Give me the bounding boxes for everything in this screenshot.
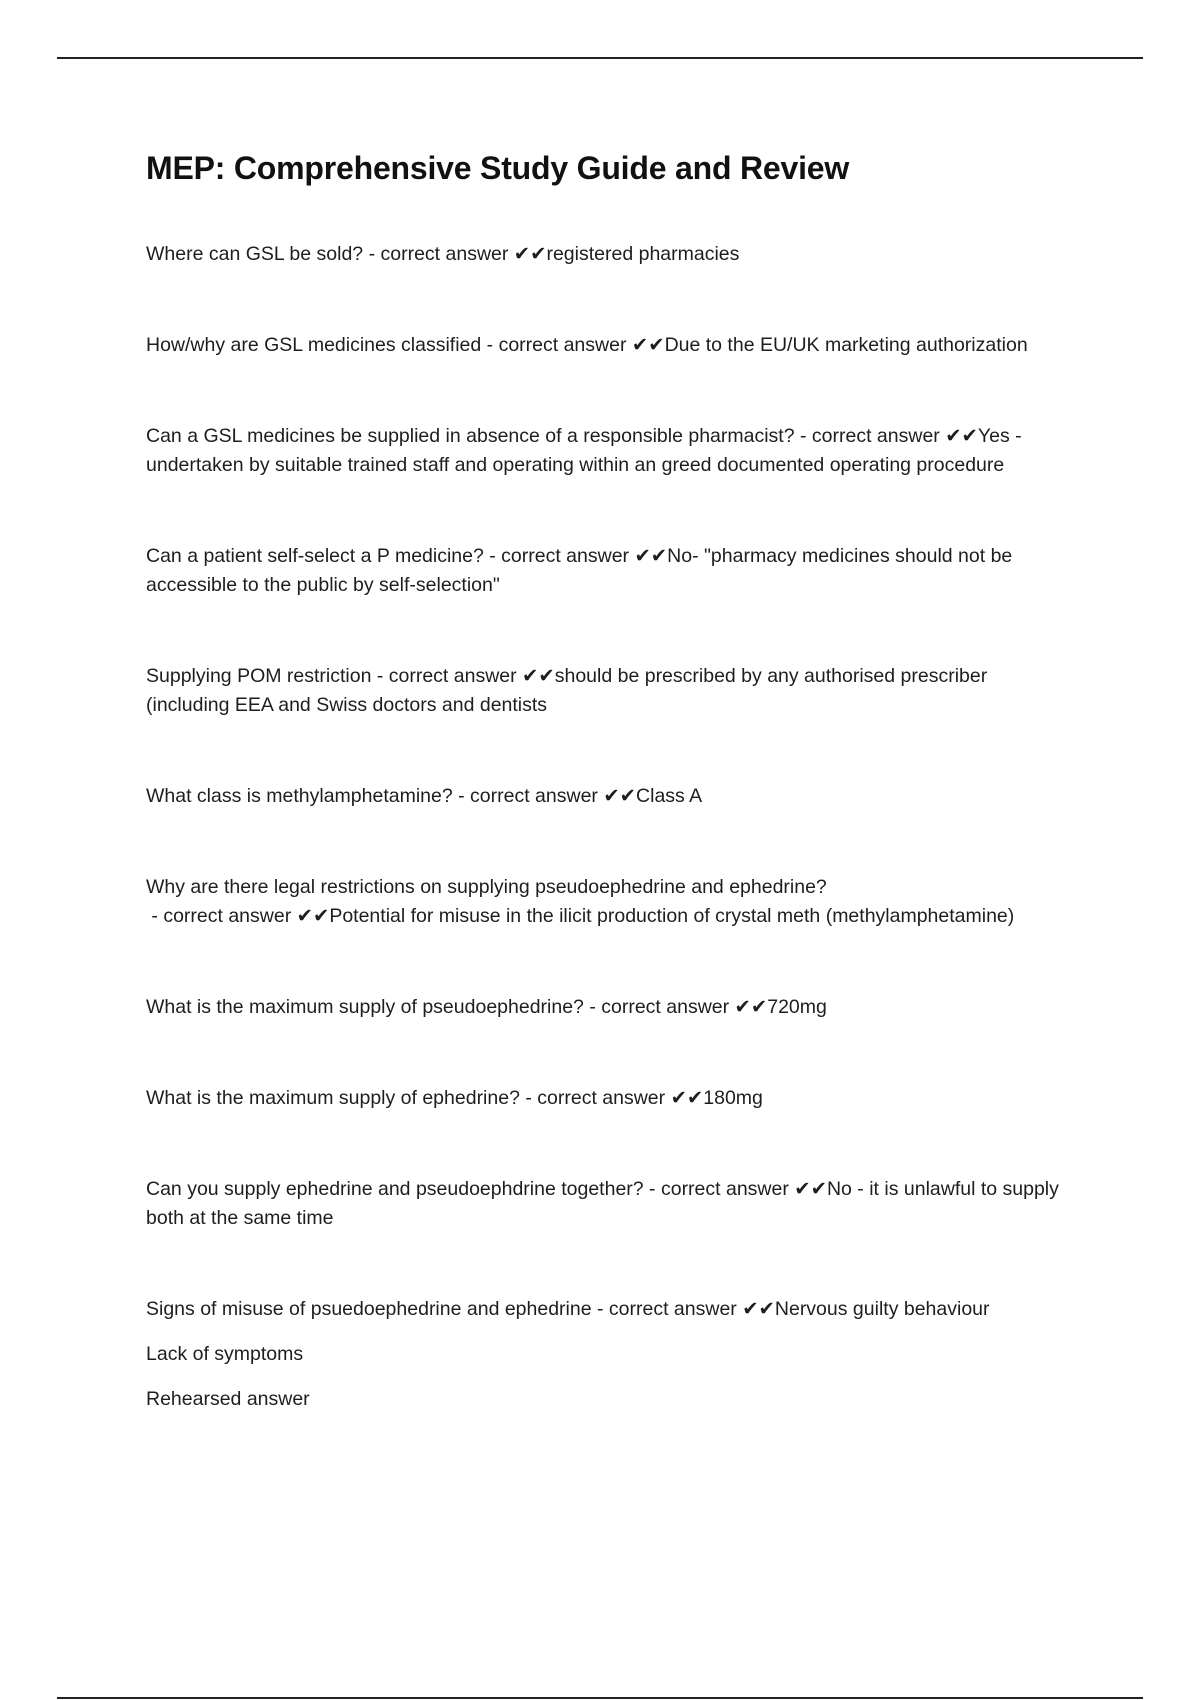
qa-first-line [146,1295,1076,1324]
question-text: What is the maximum supply of ephedrine? [146,1087,520,1109]
answer-separator: - correct answer [146,905,297,927]
answer-text: Nervous guilty behaviour [774,1298,990,1320]
answer-separator: - correct answer [483,545,635,567]
qa-item [146,542,1076,600]
check-mark-icon: ✔✔ [670,1087,704,1109]
qa-item [146,240,1076,269]
check-mark-icon: ✔✔ [631,334,665,356]
answer-line: Lack of symptoms [146,1343,304,1365]
check-mark-icon: ✔✔ [603,785,637,807]
answer-separator: - correct answer [591,1298,743,1320]
check-mark-icon: ✔✔ [945,425,978,447]
answer-text: No- "pharmacy medicines should not be accessible to the public by self-selection" [146,545,1013,596]
question-text: Can a GSL medicines be supplied in absence of a responsible pharmacist? [146,425,795,447]
answer-text: Yes - undertaken by suitable trained staff and operating within an greed documented operating procedure [146,425,1022,476]
check-mark-icon: ✔✔ [522,665,555,687]
bottom-rule [57,1697,1143,1699]
answer-text: 720mg [767,996,827,1018]
answer-text: Class A [636,785,703,807]
answer-separator: - correct answer [481,334,632,356]
question-text: Where can GSL be sold? [146,243,364,265]
qa-list [146,240,1076,1414]
question-text: Supplying POM restriction [146,665,372,687]
qa-item [146,422,1076,480]
answer-separator: - correct answer [452,785,604,807]
answer-separator: - correct answer [583,996,735,1018]
document-title: MEP: Comprehensive Study Guide and Review [146,150,850,186]
answer-separator: - correct answer [519,1087,671,1109]
qa-item [146,331,1076,360]
check-mark-icon: ✔✔ [742,1298,775,1320]
answer-text: registered pharmacies [546,243,740,265]
question-text: How/why are GSL medicines classified [146,334,482,356]
question-text: Can a patient self-select a P medicine? [146,545,484,567]
qa-item [146,1084,1076,1113]
answer-text: Due to the EU/UK marketing authorization [664,334,1028,356]
question-text: Signs of misuse of psuedoephedrine and ephedrine [146,1298,592,1320]
answer-text: No - it is unlawful to supply both at the same time [146,1178,1059,1229]
question-text: What is the maximum supply of pseudoephedrine? [146,996,584,1018]
check-mark-icon: ✔✔ [296,905,330,927]
check-mark-icon: ✔✔ [634,545,668,567]
answer-line: Rehearsed answer [146,1388,310,1410]
qa-item [146,1295,1076,1414]
answer-text: should be prescribed by any authorised prescriber (including EEA and Swiss doctors and dentists [146,665,988,716]
answer-separator: - correct answer [363,243,514,265]
qa-item [146,873,1076,931]
answer-text: Potential for misuse in the ilicit production of crystal meth (methylamphetamine) [329,905,1015,927]
qa-item [146,993,1076,1022]
answer-separator: - correct answer [371,665,523,687]
document-content [146,146,1076,1476]
question-text: What class is methylamphetamine? [146,785,453,807]
check-mark-icon: ✔✔ [513,243,547,265]
check-mark-icon: ✔✔ [734,996,768,1018]
qa-item [146,782,1076,811]
check-mark-icon: ✔✔ [794,1178,827,1200]
question-text: Can you supply ephedrine and pseudoephdrine together? [146,1178,644,1200]
answer-separator: - correct answer [794,425,946,447]
question-text: Why are there legal restrictions on supplying pseudoephedrine and ephedrine? [146,876,827,898]
top-rule [57,57,1143,59]
answer-separator: - correct answer [643,1178,795,1200]
answer-text: 180mg [703,1087,763,1109]
qa-item [146,662,1076,720]
qa-item [146,1175,1076,1233]
